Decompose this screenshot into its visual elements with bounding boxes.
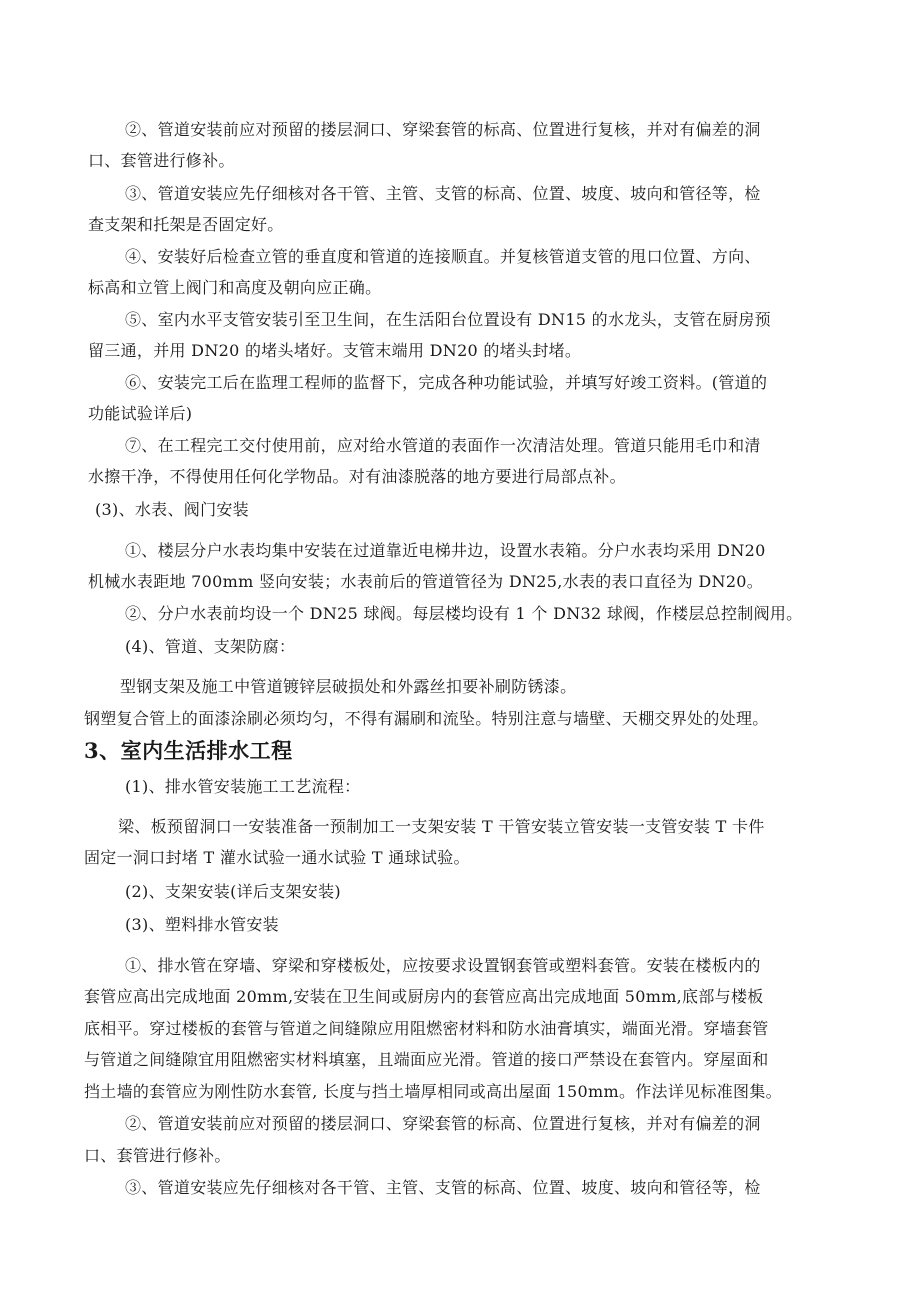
- text-line-11: ⑦、在工程完工交付使用前，应对给水管道的表面作一次清洁处理。管道只能用毛巾和清: [125, 436, 761, 455]
- text-line-28: 底相平。穿过楼板的套管与管道之间缝隙应用阻燃密材料和防水油膏填实，端面光滑。穿墙套管: [84, 1019, 769, 1038]
- section-heading-drain-process: (1)、排水管安装施工工艺流程：: [125, 777, 361, 796]
- text-line-26: ①、排水管在穿墙、穿梁和穿楼板处，应按要求设置钢套管或塑料套管。安装在楼板内的: [125, 956, 761, 975]
- text-line-29: 与管道之间缝隙宜用阻燃密实材料填塞，且端面应光滑。管道的接口严禁设在套管内。穿屋面和: [84, 1050, 769, 1069]
- text-line-18: 型钢支架及施工中管道镀锌层破损处和外露丝扣要补刷防锈漆。: [120, 677, 577, 696]
- text-line-2: 口、套管进行修补。: [88, 151, 235, 170]
- text-line-30: 挡土墙的套管应为刚性防水套管, 长度与挡土墙厚相同或高出屋面 150mm。作法详见标准图集。: [84, 1082, 782, 1101]
- text-line-27: 套管应高出完成地面 20mm,安装在卫生间或厨房内的套管应高出完成地面 50mm,底部与楼板: [84, 987, 764, 1006]
- text-line-5: ④、安装好后检查立管的垂直度和管道的连接顺直。并复核管道支管的甩口位置、方向、: [125, 247, 761, 266]
- text-line-15: 机械水表距地 700mm 竖向安装；水表前后的管道管径为 DN25,水表的表口直径为 DN20。: [88, 572, 764, 591]
- chapter-heading-drainage: 3、室内生活排水工程: [84, 738, 293, 763]
- text-line-12: 水擦干净，不得使用任何化学物品。对有油漆脱落的地方要进行局部点补。: [88, 467, 626, 486]
- text-line-4: 查支架和托架是否固定好。: [88, 215, 284, 234]
- text-line-9: ⑥、安装完工后在监理工程师的监督下，完成各种功能试验，并填写好竣工资料。(管道的: [125, 373, 768, 392]
- text-line-19: 钢塑复合管上的面漆涂刷必须均匀，不得有漏刷和流坠。特别注意与墙壁、天棚交界处的处理。: [84, 709, 769, 728]
- text-line-10: 功能试验详后): [88, 404, 193, 423]
- text-line-3: ③、管道安装应先仔细核对各干管、主管、支管的标高、位置、坡度、坡向和管径等，检: [125, 184, 761, 203]
- text-line-32: 口、套管进行修补。: [84, 1146, 231, 1165]
- text-line-31: ②、管道安装前应对预留的搂层洞口、穿梁套管的标高、位置进行复核，并对有偏差的洞: [125, 1114, 761, 1133]
- text-line-8: 留三通，并用 DN20 的堵头堵好。支管末端用 DN20 的堵头封堵。: [88, 341, 582, 360]
- text-line-33: ③、管道安装应先仔细核对各干管、主管、支管的标高、位置、坡度、坡向和管径等，检: [125, 1178, 761, 1197]
- text-line-1: ②、管道安装前应对预留的搂层洞口、穿梁套管的标高、位置进行复核，并对有偏差的洞: [125, 120, 761, 139]
- text-line-16: ②、分户水表前均设一个 DN25 球阀。每层楼均设有 1 个 DN32 球阀，作楼层总控制阀用。: [125, 604, 803, 623]
- section-heading-anticorrosion: (4)、管道、支架防腐：: [125, 637, 296, 656]
- text-line-7: ⑤、室内水平支管安装引至卫生间，在生活阳台位置设有 DN15 的水龙头，支管在厨房预: [125, 310, 771, 329]
- text-line-22: 梁、板预留洞口一安装准备一预制加工一支架安装 T 干管安装立管安装一支管安装 T 卡件: [118, 817, 765, 836]
- section-heading-bracket: (2)、支架安装(详后支架安装): [125, 882, 341, 901]
- section-heading-water-meter: (3)、水表、阀门安装: [95, 500, 249, 519]
- section-heading-plastic-drain: (3)、塑料排水管安装: [125, 915, 279, 934]
- text-line-23: 固定一洞口封堵 T 灌水试验一通水试验 T 通球试验。: [84, 848, 470, 867]
- text-line-14: ①、楼层分户水表均集中安装在过道靠近电梯井边，设置水表箱。分户水表均采用 DN20: [125, 541, 766, 560]
- text-line-6: 标高和立管上阀门和高度及朝向应正确。: [88, 278, 382, 297]
